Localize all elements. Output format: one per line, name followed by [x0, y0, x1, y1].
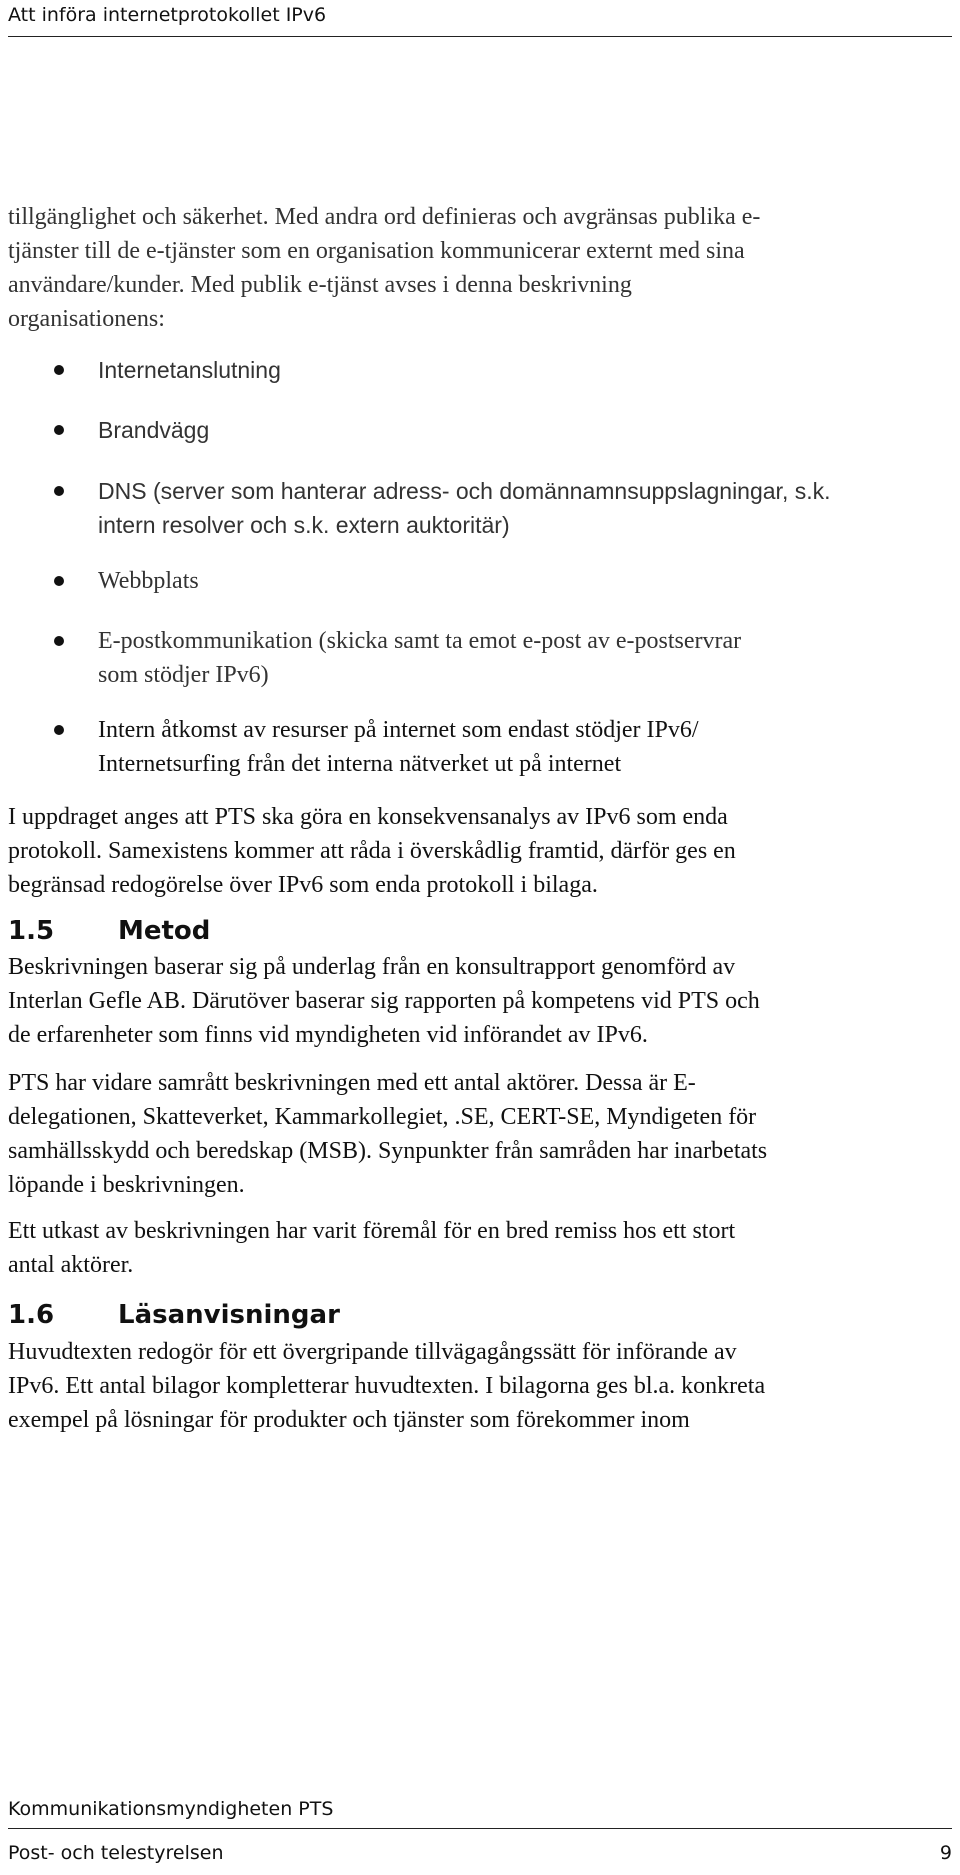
- list-item-text: [98, 713, 958, 781]
- text-line: löpande i beskrivningen.: [8, 1172, 245, 1198]
- bullet-icon: [54, 576, 64, 586]
- section-title: Metod: [118, 916, 211, 946]
- list-item-text: Brandvägg: [98, 417, 210, 443]
- assignment-paragraph: [8, 800, 948, 902]
- section-number: 1.6: [8, 1300, 55, 1330]
- text-line: protokoll. Samexistens kommer att råda i överskådlig framtid, därför ges en: [8, 838, 736, 864]
- text-line: som stödjer IPv6): [98, 662, 269, 688]
- method-paragraph-1: [8, 950, 948, 1052]
- section-heading-reading: [8, 1298, 340, 1332]
- footer-publisher: Post- och telestyrelsen: [8, 1842, 224, 1864]
- text-line: IPv6. Ett antal bilagor kompletterar huvudtexten. I bilagorna ges bl.a. konkreta: [8, 1373, 766, 1399]
- text-line: Huvudtexten redogör för ett övergripande tillvägagångssätt för införande av: [8, 1339, 737, 1365]
- text-line: delegationen, Skatteverket, Kammarkollegiet, .SE, CERT-SE, Myndigeten för: [8, 1104, 757, 1130]
- text-line: Ett utkast av beskrivningen har varit föremål för en bred remiss hos ett stort: [8, 1218, 736, 1244]
- text-line: tjänster till de e-tjänster som en organisation kommunicerar externt med sina: [8, 238, 745, 264]
- text-line: Intern åtkomst av resurser på internet som endast stödjer IPv6/: [98, 717, 699, 743]
- header-divider: [8, 36, 952, 37]
- list-item-text: Internetanslutning: [98, 357, 281, 383]
- section-title: Läsanvisningar: [118, 1300, 340, 1330]
- text-line: I uppdraget anges att PTS ska göra en konsekvensanalys av IPv6 som enda: [8, 804, 728, 830]
- bullet-icon: [54, 636, 64, 646]
- footer-divider: [8, 1828, 952, 1829]
- text-line: E-postkommunikation (skicka samt ta emot e-post av e-postservrar: [98, 628, 742, 654]
- text-line: exempel på lösningar för produkter och tjänster som förekommer inom: [8, 1407, 690, 1433]
- text-line: samhällsskydd och beredskap (MSB). Synpunkter från samråden har inarbetats: [8, 1138, 768, 1164]
- text-line: PTS har vidare samrått beskrivningen med ett antal aktörer. Dessa är E-: [8, 1070, 696, 1096]
- page-number: 9: [939, 1842, 952, 1864]
- section-number: 1.5: [8, 916, 55, 946]
- text-line: DNS (server som hanterar adress- och domännamnsuppslagningar, s.k.: [98, 478, 831, 504]
- text-line: Internetsurfing från det interna nätverket ut på internet: [98, 751, 622, 777]
- text-line: Interlan Gefle AB. Därutöver baserar sig rapporten på kompetens vid PTS och: [8, 988, 760, 1014]
- intro-paragraph: [8, 200, 948, 336]
- text-line: de erfarenheter som finns vid myndigheten vid införandet av IPv6.: [8, 1022, 648, 1048]
- text-line: Beskrivningen baserar sig på underlag från en konsultrapport genomförd av: [8, 954, 736, 980]
- bullet-icon: [54, 725, 64, 735]
- list-item-text: Webbplats: [98, 568, 199, 594]
- running-header-title: Att införa internetprotokollet IPv6: [8, 4, 327, 26]
- method-paragraph-2: [8, 1066, 948, 1202]
- text-line: användare/kunder. Med publik e-tjänst avses i denna beskrivning: [8, 272, 632, 298]
- bullet-icon: [54, 365, 64, 375]
- bullet-icon: [54, 486, 64, 496]
- text-line: organisationens:: [8, 306, 165, 332]
- text-line: antal aktörer.: [8, 1252, 134, 1278]
- text-line: tillgänglighet och säkerhet. Med andra ord definieras och avgränsas publika e-: [8, 204, 761, 230]
- text-line: begränsad redogörelse över IPv6 som enda protokoll i bilaga.: [8, 872, 598, 898]
- reading-paragraph: [8, 1335, 948, 1437]
- list-item-text: [98, 624, 958, 692]
- section-heading-method: [8, 914, 210, 948]
- text-line: intern resolver och s.k. extern auktoritär): [98, 512, 510, 538]
- method-paragraph-3: [8, 1214, 948, 1282]
- list-item-text: [98, 474, 958, 542]
- bullet-icon: [54, 425, 64, 435]
- footer-organization: Kommunikationsmyndigheten PTS: [8, 1798, 334, 1820]
